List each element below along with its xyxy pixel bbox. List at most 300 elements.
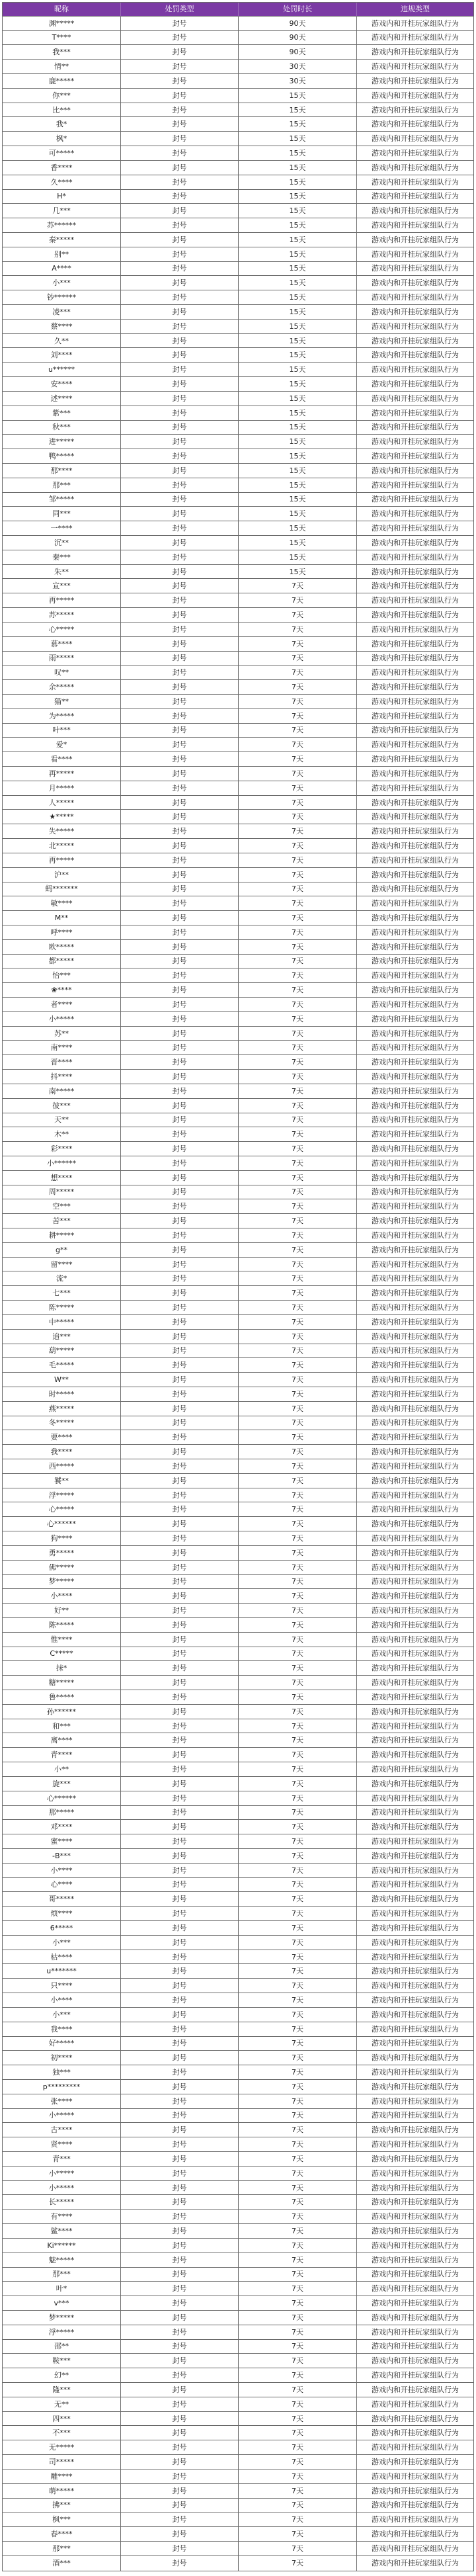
punish-type-cell: 封号 bbox=[121, 911, 239, 925]
table-row bbox=[3, 1705, 473, 1719]
nickname-cell: 司***** bbox=[3, 2455, 121, 2469]
table-row bbox=[3, 1416, 473, 1431]
punish-duration-cell: 7天 bbox=[239, 1445, 357, 1459]
nickname-cell: g** bbox=[3, 1243, 121, 1258]
punish-type-cell: 封号 bbox=[121, 146, 239, 161]
violation-type-cell: 游戏内和开挂玩家组队行为 bbox=[357, 1271, 473, 1286]
nickname-cell: 孙****** bbox=[3, 1705, 121, 1719]
punish-duration-cell: 7天 bbox=[239, 2022, 357, 2037]
punish-duration-cell: 7天 bbox=[239, 1199, 357, 1214]
punish-duration-cell: 15天 bbox=[239, 334, 357, 349]
punish-type-cell: 封号 bbox=[121, 709, 239, 724]
table-row bbox=[3, 290, 473, 305]
violation-type-cell: 游戏内和开挂玩家组队行为 bbox=[357, 2195, 473, 2210]
nickname-cell: 渊***** bbox=[3, 17, 121, 31]
nickname-cell: 糖***** bbox=[3, 1676, 121, 1690]
table-row bbox=[3, 493, 473, 507]
punish-duration-cell: 7天 bbox=[239, 2325, 357, 2340]
table-row bbox=[3, 421, 473, 435]
table-row bbox=[3, 262, 473, 277]
violation-type-cell: 游戏内和开挂玩家组队行为 bbox=[357, 74, 473, 89]
nickname-cell: u****** bbox=[3, 363, 121, 377]
violation-type-cell: 游戏内和开挂玩家组队行为 bbox=[357, 998, 473, 1012]
punish-duration-cell: 7天 bbox=[239, 1950, 357, 1965]
nickname-cell: 古**** bbox=[3, 2123, 121, 2137]
punish-type-cell: 封号 bbox=[121, 695, 239, 709]
violation-type-cell: 游戏内和开挂玩家组队行为 bbox=[357, 45, 473, 60]
nickname-cell: 饕** bbox=[3, 1474, 121, 1488]
table-row bbox=[3, 1055, 473, 1070]
table-row bbox=[3, 2253, 473, 2268]
violation-type-cell: 游戏内和开挂玩家组队行为 bbox=[357, 1820, 473, 1834]
table-row bbox=[3, 507, 473, 521]
punish-duration-cell: 7天 bbox=[239, 680, 357, 695]
header-nickname: 昵称 bbox=[3, 3, 121, 17]
punish-duration-cell: 15天 bbox=[239, 161, 357, 175]
nickname-cell: 耕***** bbox=[3, 1228, 121, 1243]
punish-type-cell: 封号 bbox=[121, 1402, 239, 1416]
punish-duration-cell: 7天 bbox=[239, 983, 357, 998]
violation-type-cell: 游戏内和开挂玩家组队行为 bbox=[357, 579, 473, 593]
punish-duration-cell: 15天 bbox=[239, 392, 357, 406]
punish-type-cell: 封号 bbox=[121, 1719, 239, 1734]
punish-duration-cell: 15天 bbox=[239, 103, 357, 118]
violation-type-cell: 游戏内和开挂玩家组队行为 bbox=[357, 1979, 473, 1993]
punish-duration-cell: 30天 bbox=[239, 74, 357, 89]
violation-type-cell: 游戏内和开挂玩家组队行为 bbox=[357, 1488, 473, 1503]
punish-duration-cell: 15天 bbox=[239, 507, 357, 521]
punish-duration-cell: 7天 bbox=[239, 2008, 357, 2022]
punish-type-cell: 封号 bbox=[121, 781, 239, 796]
table-row bbox=[3, 1402, 473, 1416]
table-row bbox=[3, 781, 473, 796]
nickname-cell: 无** bbox=[3, 2397, 121, 2412]
punish-type-cell: 封号 bbox=[121, 204, 239, 218]
nickname-cell: 鸭***** bbox=[3, 449, 121, 464]
nickname-cell: 枫*** bbox=[3, 2512, 121, 2527]
violation-type-cell: 游戏内和开挂玩家组队行为 bbox=[357, 1084, 473, 1099]
violation-type-cell: 游戏内和开挂玩家组队行为 bbox=[357, 911, 473, 925]
nickname-cell: 呼**** bbox=[3, 925, 121, 940]
nickname-cell: 我**** bbox=[3, 1445, 121, 1459]
punish-type-cell: 封号 bbox=[121, 1690, 239, 1705]
violation-type-cell: 游戏内和开挂玩家组队行为 bbox=[357, 1012, 473, 1027]
punish-duration-cell: 7天 bbox=[239, 2512, 357, 2527]
nickname-cell: 为***** bbox=[3, 709, 121, 724]
table-row bbox=[3, 2167, 473, 2181]
punish-duration-cell: 7天 bbox=[239, 695, 357, 709]
punish-type-cell: 封号 bbox=[121, 1228, 239, 1243]
table-row bbox=[3, 839, 473, 853]
punish-type-cell: 封号 bbox=[121, 1459, 239, 1474]
table-row bbox=[3, 1517, 473, 1531]
punish-type-cell: 封号 bbox=[121, 117, 239, 132]
punish-type-cell: 封号 bbox=[121, 665, 239, 680]
table-row bbox=[3, 2282, 473, 2296]
punish-type-cell: 封号 bbox=[121, 2268, 239, 2282]
violation-type-cell: 游戏内和开挂玩家组队行为 bbox=[357, 608, 473, 623]
violation-type-cell: 游戏内和开挂玩家组队行为 bbox=[357, 565, 473, 580]
nickname-cell: 余***** bbox=[3, 680, 121, 695]
violation-type-cell: 游戏内和开挂玩家组队行为 bbox=[357, 2152, 473, 2167]
punish-type-cell: 封号 bbox=[121, 2137, 239, 2152]
punish-type-cell: 封号 bbox=[121, 320, 239, 334]
punish-type-cell: 封号 bbox=[121, 637, 239, 652]
punish-type-cell: 封号 bbox=[121, 1488, 239, 1503]
nickname-cell: 心****** bbox=[3, 1791, 121, 1806]
punish-duration-cell: 7天 bbox=[239, 1762, 357, 1777]
punish-duration-cell: 7天 bbox=[239, 1315, 357, 1330]
punish-duration-cell: 15天 bbox=[239, 175, 357, 190]
punish-duration-cell: 7天 bbox=[239, 2195, 357, 2210]
violation-type-cell: 游戏内和开挂玩家组队行为 bbox=[357, 1748, 473, 1762]
punish-duration-cell: 7天 bbox=[239, 2210, 357, 2224]
violation-type-cell: 游戏内和开挂玩家组队行为 bbox=[357, 896, 473, 911]
violation-type-cell: 游戏内和开挂玩家组队行为 bbox=[357, 2412, 473, 2426]
nickname-cell: 看**** bbox=[3, 752, 121, 767]
punish-type-cell: 封号 bbox=[121, 839, 239, 853]
punish-type-cell: 封号 bbox=[121, 623, 239, 637]
table-row bbox=[3, 2152, 473, 2167]
punish-duration-cell: 7天 bbox=[239, 2253, 357, 2268]
table-row bbox=[3, 955, 473, 969]
violation-type-cell: 游戏内和开挂玩家组队行为 bbox=[357, 796, 473, 810]
table-row bbox=[3, 1459, 473, 1474]
nickname-cell: 朱** bbox=[3, 565, 121, 580]
punish-duration-cell: 7天 bbox=[239, 2167, 357, 2181]
nickname-cell: 青*** bbox=[3, 2152, 121, 2167]
table-row bbox=[3, 2512, 473, 2527]
violation-type-cell: 游戏内和开挂玩家组队行为 bbox=[357, 1301, 473, 1315]
table-row bbox=[3, 146, 473, 161]
punish-duration-cell: 7天 bbox=[239, 2340, 357, 2354]
violation-type-cell: 游戏内和开挂玩家组队行为 bbox=[357, 1099, 473, 1113]
table-row bbox=[3, 1271, 473, 1286]
punish-type-cell: 封号 bbox=[121, 579, 239, 593]
punish-type-cell: 封号 bbox=[121, 1849, 239, 1864]
violation-type-cell: 游戏内和开挂玩家组队行为 bbox=[357, 955, 473, 969]
table-row bbox=[3, 305, 473, 320]
violation-type-cell: 游戏内和开挂玩家组队行为 bbox=[357, 320, 473, 334]
table-row bbox=[3, 1936, 473, 1950]
violation-type-cell: 游戏内和开挂玩家组队行为 bbox=[357, 464, 473, 478]
punish-duration-cell: 7天 bbox=[239, 1358, 357, 1373]
nickname-cell: 不*** bbox=[3, 2426, 121, 2440]
table-row bbox=[3, 652, 473, 666]
table-row bbox=[3, 796, 473, 810]
table-row bbox=[3, 2080, 473, 2094]
punish-duration-cell: 15天 bbox=[239, 377, 357, 392]
nickname-cell: 哥***** bbox=[3, 1892, 121, 1907]
table-row bbox=[3, 1690, 473, 1705]
nickname-cell: 心****** bbox=[3, 1517, 121, 1531]
nickname-cell: 同*** bbox=[3, 507, 121, 521]
nickname-cell: 只**** bbox=[3, 1979, 121, 1993]
punish-duration-cell: 7天 bbox=[239, 2051, 357, 2065]
punish-duration-cell: 7天 bbox=[239, 2426, 357, 2440]
violation-type-cell: 游戏内和开挂玩家组队行为 bbox=[357, 1243, 473, 1258]
violation-type-cell: 游戏内和开挂玩家组队行为 bbox=[357, 637, 473, 652]
punish-duration-cell: 15天 bbox=[239, 521, 357, 536]
punish-duration-cell: 7天 bbox=[239, 2484, 357, 2499]
violation-type-cell: 游戏内和开挂玩家组队行为 bbox=[357, 2051, 473, 2065]
table-row bbox=[3, 1676, 473, 1690]
nickname-cell: 流* bbox=[3, 1271, 121, 1286]
punish-type-cell: 封号 bbox=[121, 767, 239, 781]
violation-type-cell: 游戏内和开挂玩家组队行为 bbox=[372, 2559, 459, 2568]
nickname-cell: 佛***** bbox=[3, 1561, 121, 1575]
nickname-cell: ★***** bbox=[3, 810, 121, 824]
punish-type-cell: 封号 bbox=[121, 1921, 239, 1936]
punish-duration-cell: 7天 bbox=[239, 1271, 357, 1286]
violation-type-cell: 游戏内和开挂玩家组队行为 bbox=[357, 478, 473, 493]
punish-duration-cell: 15天 bbox=[239, 421, 357, 435]
punish-type-cell: 封号 bbox=[121, 1820, 239, 1834]
punish-type-cell: 封号 bbox=[121, 1618, 239, 1633]
punish-type-cell: 封号 bbox=[121, 2195, 239, 2210]
nickname-cell: p********* bbox=[3, 2080, 121, 2094]
table-row bbox=[3, 1113, 473, 1128]
punish-type-cell: 封号 bbox=[121, 2282, 239, 2296]
punish-duration-cell: 15天 bbox=[239, 247, 357, 262]
punish-type-cell: 封号 bbox=[121, 983, 239, 998]
violation-type-cell: 游戏内和开挂玩家组队行为 bbox=[357, 968, 473, 983]
punish-type-cell: 封号 bbox=[121, 1979, 239, 1993]
punish-type-cell: 封号 bbox=[121, 233, 239, 247]
table-row bbox=[3, 175, 473, 190]
punish-type-cell: 封号 bbox=[121, 1041, 239, 1055]
punish-duration-cell: 15天 bbox=[239, 449, 357, 464]
punish-duration-cell: 15天 bbox=[239, 290, 357, 305]
nickname-cell: 狗**** bbox=[3, 1531, 121, 1546]
punish-duration-cell: 7天 bbox=[239, 1719, 357, 1734]
punish-type-cell: 封号 bbox=[121, 1301, 239, 1315]
punish-type-cell: 封号 bbox=[121, 1993, 239, 2008]
violation-type-cell: 游戏内和开挂玩家组队行为 bbox=[357, 652, 473, 666]
nickname-cell: 叶*** bbox=[3, 724, 121, 738]
violation-type-cell: 游戏内和开挂玩家组队行为 bbox=[357, 1777, 473, 1791]
violation-type-cell: 游戏内和开挂玩家组队行为 bbox=[357, 1936, 473, 1950]
nickname-cell: 敏**** bbox=[3, 896, 121, 911]
nickname-cell: 心**** bbox=[3, 1878, 121, 1893]
punish-duration-cell: 7天 bbox=[239, 1575, 357, 1590]
punish-duration-cell: 15天 bbox=[239, 305, 357, 320]
punish-duration-cell: 7天 bbox=[239, 2527, 357, 2542]
punish-type-cell: 封号 bbox=[121, 2296, 239, 2311]
table-row bbox=[3, 435, 473, 449]
table-row bbox=[3, 1474, 473, 1488]
punish-duration-cell: 7天 bbox=[239, 1113, 357, 1128]
punish-type-cell: 封号 bbox=[121, 940, 239, 955]
table-row bbox=[3, 218, 473, 233]
table-row bbox=[3, 1633, 473, 1647]
violation-type-cell: 游戏内和开挂玩家组队行为 bbox=[357, 2484, 473, 2499]
violation-type-cell: 游戏内和开挂玩家组队行为 bbox=[357, 1575, 473, 1590]
punish-type-cell: 封号 bbox=[121, 1502, 239, 1517]
table-row bbox=[3, 536, 473, 550]
punish-duration-cell: 7天 bbox=[239, 623, 357, 637]
violation-type-cell: 游戏内和开挂玩家组队行为 bbox=[357, 2426, 473, 2440]
violation-type-cell: 游戏内和开挂玩家组队行为 bbox=[357, 1618, 473, 1633]
table-row bbox=[3, 233, 473, 247]
punish-duration-cell: 7天 bbox=[239, 1834, 357, 1849]
violation-type-cell: 游戏内和开挂玩家组队行为 bbox=[357, 2469, 473, 2484]
nickname-cell: 鞍*** bbox=[3, 2354, 121, 2368]
nickname-cell: 南***** bbox=[3, 1084, 121, 1099]
punish-duration-cell: 7天 bbox=[239, 1330, 357, 1344]
punish-type-cell: 封号 bbox=[121, 132, 239, 146]
punish-duration-cell: 15天 bbox=[239, 348, 357, 363]
table-row bbox=[3, 1979, 473, 1993]
punish-duration-cell: 7天 bbox=[239, 665, 357, 680]
table-row bbox=[3, 2195, 473, 2210]
table-row bbox=[3, 1084, 473, 1099]
punish-type-cell: 封号 bbox=[121, 925, 239, 940]
violation-type-cell: 游戏内和开挂玩家组队行为 bbox=[357, 2268, 473, 2282]
violation-type-cell: 游戏内和开挂玩家组队行为 bbox=[357, 1055, 473, 1070]
punish-duration-cell: 7天 bbox=[239, 2282, 357, 2296]
table-row bbox=[3, 810, 473, 824]
nickname-cell: 邹***** bbox=[3, 493, 121, 507]
punish-type-cell: 封号 bbox=[121, 89, 239, 103]
punish-type-cell: 封号 bbox=[121, 247, 239, 262]
table-row bbox=[3, 2051, 473, 2065]
violation-type-cell: 游戏内和开挂玩家组队行为 bbox=[357, 550, 473, 565]
punish-type-cell: 封号 bbox=[121, 2239, 239, 2253]
violation-type-cell: 游戏内和开挂玩家组队行为 bbox=[357, 868, 473, 882]
violation-type-cell: 游戏内和开挂玩家组队行为 bbox=[357, 2542, 473, 2556]
violation-type-cell: 游戏内和开挂玩家组队行为 bbox=[357, 1041, 473, 1055]
table-row bbox=[3, 565, 473, 580]
nickname-cell: A**** bbox=[3, 262, 121, 277]
punish-duration-cell: 7天 bbox=[239, 2556, 357, 2571]
violation-type-cell: 游戏内和开挂玩家组队行为 bbox=[357, 1258, 473, 1272]
table-row bbox=[3, 2469, 473, 2484]
violation-type-cell: 游戏内和开挂玩家组队行为 bbox=[357, 60, 473, 74]
punish-type-cell: 封号 bbox=[121, 2340, 239, 2354]
nickname-cell: 几*** bbox=[3, 204, 121, 218]
nickname-cell: 小*** bbox=[3, 276, 121, 290]
nickname-cell: 枯**** bbox=[3, 1950, 121, 1965]
violation-type-cell: 游戏内和开挂玩家组队行为 bbox=[357, 536, 473, 550]
nickname-cell: 冬***** bbox=[3, 1416, 121, 1431]
punish-type-cell: 封号 bbox=[121, 1647, 239, 1662]
punish-duration-cell: 15天 bbox=[239, 233, 357, 247]
table-row bbox=[3, 1589, 473, 1604]
nickname-cell: 勇***** bbox=[3, 1546, 121, 1561]
punish-duration-cell: 7天 bbox=[239, 1806, 357, 1821]
nickname-cell: 陈***** bbox=[3, 1301, 121, 1315]
violation-type-cell: 游戏内和开挂玩家组队行为 bbox=[357, 276, 473, 290]
nickname-cell: 欧***** bbox=[3, 940, 121, 955]
punish-duration-cell: 7天 bbox=[239, 1993, 357, 2008]
violation-type-cell: 游戏内和开挂玩家组队行为 bbox=[357, 204, 473, 218]
punish-type-cell: 封号 bbox=[121, 363, 239, 377]
table-row bbox=[3, 2065, 473, 2080]
punish-duration-cell: 7天 bbox=[239, 2499, 357, 2513]
punish-duration-cell: 7天 bbox=[239, 2224, 357, 2239]
nickname-cell: 雕**** bbox=[3, 2469, 121, 2484]
table-row bbox=[3, 1878, 473, 1893]
punish-duration-cell: 7天 bbox=[239, 2469, 357, 2484]
punish-duration-cell: 7天 bbox=[239, 652, 357, 666]
table-row bbox=[3, 1618, 473, 1633]
punish-type-cell: 封号 bbox=[121, 348, 239, 363]
table-row bbox=[3, 2440, 473, 2455]
violation-type-cell: 游戏内和开挂玩家组队行为 bbox=[357, 1185, 473, 1200]
nickname-cell: 烦**** bbox=[3, 1907, 121, 1921]
table-row bbox=[3, 2325, 473, 2340]
nickname-cell: 情** bbox=[3, 60, 121, 74]
punish-type-cell: 封号 bbox=[121, 1892, 239, 1907]
table-row bbox=[3, 406, 473, 421]
violation-type-cell: 游戏内和开挂玩家组队行为 bbox=[357, 2282, 473, 2296]
table-row bbox=[3, 1199, 473, 1214]
punish-duration-cell: 90天 bbox=[239, 17, 357, 31]
punish-type-cell: 封号 bbox=[121, 1733, 239, 1748]
table-row bbox=[3, 190, 473, 204]
punish-type-cell: 封号 bbox=[121, 1705, 239, 1719]
table-row bbox=[3, 478, 473, 493]
punish-type-cell: 封号 bbox=[121, 1387, 239, 1402]
punish-type-cell: 封号 bbox=[121, 1806, 239, 1821]
nickname-cell: 我*** bbox=[3, 45, 121, 60]
punish-type-cell: 封号 bbox=[121, 305, 239, 320]
table-row bbox=[3, 579, 473, 593]
nickname-cell: C***** bbox=[3, 1647, 121, 1662]
table-row bbox=[3, 680, 473, 695]
violation-type-cell: 游戏内和开挂玩家组队行为 bbox=[357, 2311, 473, 2325]
violation-type-cell: 游戏内和开挂玩家组队行为 bbox=[357, 1661, 473, 1676]
violation-type-cell: 游戏内和开挂玩家组队行为 bbox=[357, 1733, 473, 1748]
punish-duration-cell: 30天 bbox=[239, 60, 357, 74]
punish-type-cell: 封号 bbox=[121, 1055, 239, 1070]
violation-type-cell: 游戏内和开挂玩家组队行为 bbox=[357, 305, 473, 320]
nickname-cell: 要**** bbox=[3, 1430, 121, 1445]
violation-type-cell: 游戏内和开挂玩家组队行为 bbox=[357, 2210, 473, 2224]
table-row bbox=[3, 1661, 473, 1676]
punish-type-cell: 封号 bbox=[121, 1416, 239, 1431]
punish-type-cell: 封号 bbox=[121, 1907, 239, 1921]
punish-duration-cell: 7天 bbox=[239, 1502, 357, 1517]
punish-duration-cell: 7天 bbox=[239, 1748, 357, 1762]
nickname-cell: 那*** bbox=[3, 2542, 121, 2556]
punish-type-cell: 封号 bbox=[121, 2152, 239, 2167]
table-row bbox=[3, 665, 473, 680]
punish-type-cell: 封号 bbox=[121, 1748, 239, 1762]
punish-type-cell: 封号 bbox=[121, 392, 239, 406]
punish-duration-cell: 7天 bbox=[239, 1459, 357, 1474]
violation-type-cell: 游戏内和开挂玩家组队行为 bbox=[357, 1387, 473, 1402]
violation-type-cell: 游戏内和开挂玩家组队行为 bbox=[357, 17, 473, 31]
nickname-cell: 木** bbox=[3, 1127, 121, 1142]
nickname-cell: 紫*** bbox=[3, 406, 121, 421]
punish-duration-cell: 7天 bbox=[239, 1185, 357, 1200]
table-row bbox=[3, 117, 473, 132]
nickname-cell: 失***** bbox=[3, 824, 121, 839]
punish-duration-cell: 7天 bbox=[239, 2368, 357, 2383]
violation-type-cell: 游戏内和开挂玩家组队行为 bbox=[357, 89, 473, 103]
violation-type-cell: 游戏内和开挂玩家组队行为 bbox=[357, 1546, 473, 1561]
punish-duration-cell: 7天 bbox=[239, 1661, 357, 1676]
punish-duration-cell: 7天 bbox=[239, 1705, 357, 1719]
punish-duration-cell: 7天 bbox=[239, 1546, 357, 1561]
table-row bbox=[3, 925, 473, 940]
punish-duration-cell: 7天 bbox=[239, 1156, 357, 1171]
violation-type-cell: 游戏内和开挂玩家组队行为 bbox=[357, 1993, 473, 2008]
violation-type-cell: 游戏内和开挂玩家组队行为 bbox=[357, 2239, 473, 2253]
violation-type-cell: 游戏内和开挂玩家组队行为 bbox=[357, 1416, 473, 1431]
